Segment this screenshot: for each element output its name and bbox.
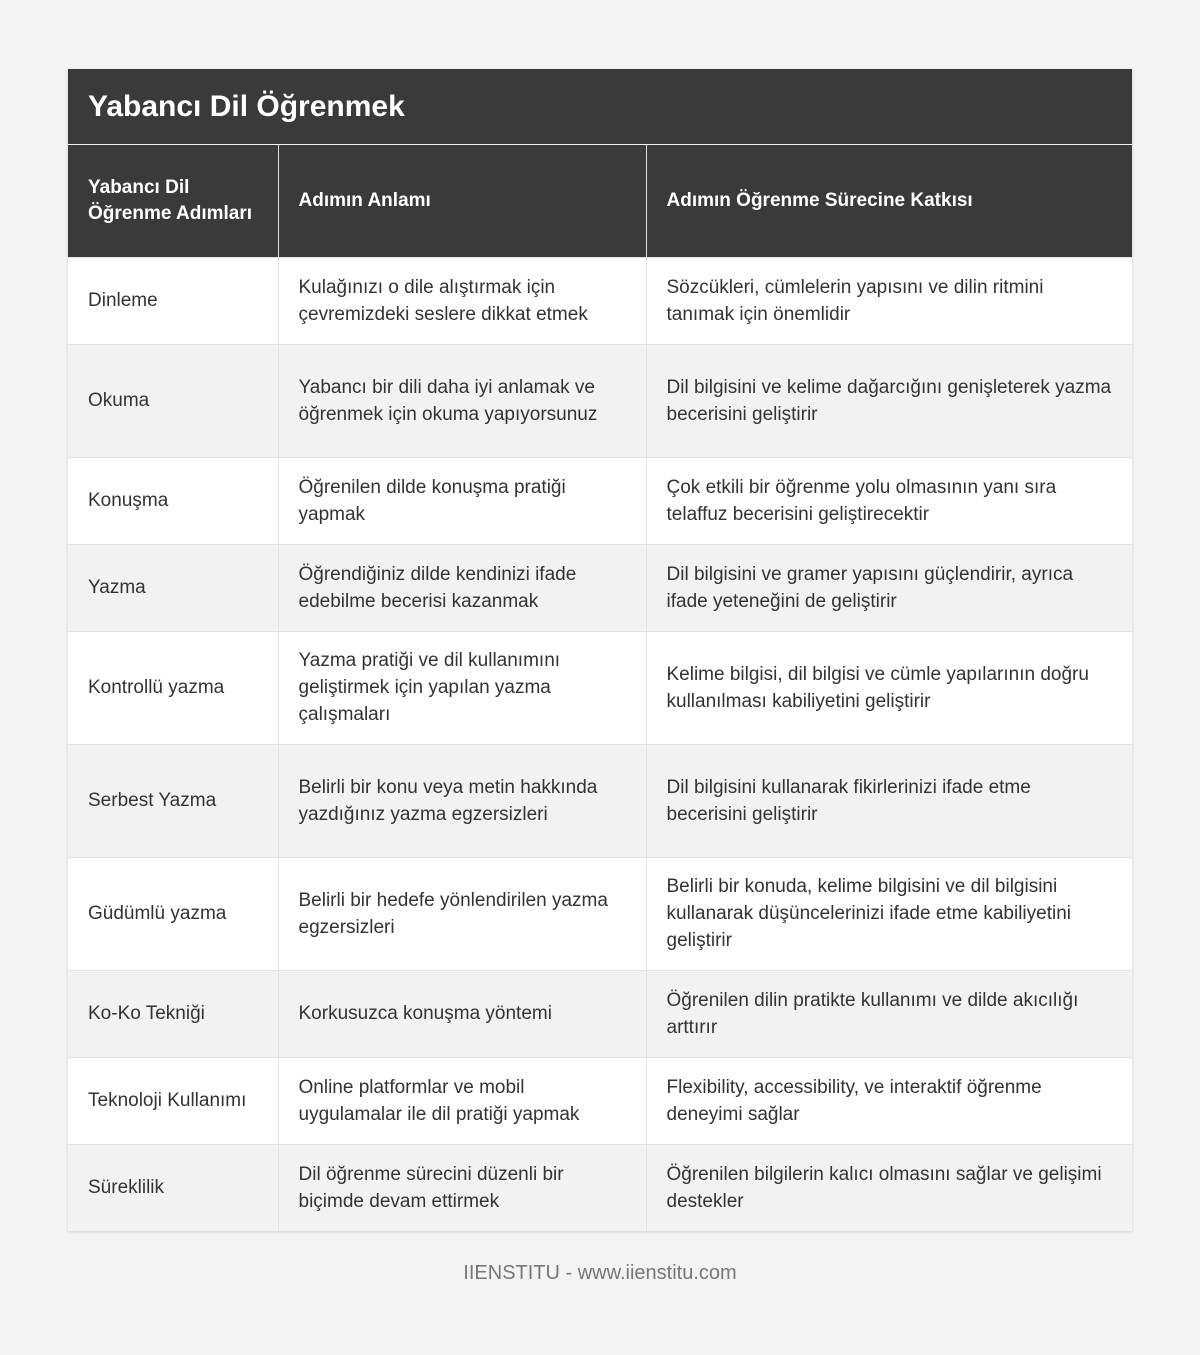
cell-meaning: Öğrendiğiniz dilde kendinizi ifade edebilme becerisi kazanmak bbox=[278, 544, 646, 631]
cell-step: Teknoloji Kullanımı bbox=[68, 1057, 278, 1144]
cell-meaning: Yabancı bir dili daha iyi anlamak ve öğrenmek için okuma yapıyorsunuz bbox=[278, 344, 646, 457]
cell-meaning: Dil öğrenme sürecini düzenli bir biçimde devam ettirmek bbox=[278, 1144, 646, 1231]
cell-meaning: Online platformlar ve mobil uygulamalar ile dil pratiği yapmak bbox=[278, 1057, 646, 1144]
cell-meaning: Öğrenilen dilde konuşma pratiği yapmak bbox=[278, 457, 646, 544]
cell-contribution: Belirli bir konuda, kelime bilgisini ve dil bilgisini kullanarak düşüncelerinizi ifade etme kabiliyetini geliştirir bbox=[646, 857, 1132, 970]
table-row bbox=[68, 344, 1132, 457]
table-card bbox=[68, 69, 1132, 1231]
cell-step: Dinleme bbox=[68, 257, 278, 344]
cell-contribution: Kelime bilgisi, dil bilgisi ve cümle yapılarının doğru kullanılması kabiliyetini geliştirir bbox=[646, 631, 1132, 744]
cell-contribution: Dil bilgisini ve gramer yapısını güçlendirir, ayrıca ifade yeteneğini de geliştirir bbox=[646, 544, 1132, 631]
cell-step: Okuma bbox=[68, 344, 278, 457]
table-title: Yabancı Dil Öğrenmek bbox=[68, 69, 1132, 145]
column-header-steps: Yabancı Dil Öğrenme Adımları bbox=[68, 145, 278, 257]
cell-meaning: Yazma pratiği ve dil kullanımını geliştirmek için yapılan yazma çalışmaları bbox=[278, 631, 646, 744]
cell-step: Ko-Ko Tekniği bbox=[68, 970, 278, 1057]
cell-contribution: Dil bilgisini ve kelime dağarcığını genişleterek yazma becerisini geliştirir bbox=[646, 344, 1132, 457]
cell-contribution: Dil bilgisini kullanarak fikirlerinizi ifade etme becerisini geliştirir bbox=[646, 744, 1132, 857]
header-row bbox=[68, 145, 1132, 257]
table-row bbox=[68, 257, 1132, 344]
data-table bbox=[68, 145, 1132, 1231]
table-row bbox=[68, 744, 1132, 857]
footer-credit: IIENSTITU - www.iienstitu.com bbox=[463, 1262, 737, 1284]
cell-step: Serbest Yazma bbox=[68, 744, 278, 857]
cell-contribution: Öğrenilen dilin pratikte kullanımı ve dilde akıcılığı arttırır bbox=[646, 970, 1132, 1057]
cell-contribution: Flexibility, accessibility, ve interaktif öğrenme deneyimi sağlar bbox=[646, 1057, 1132, 1144]
cell-meaning: Kulağınızı o dile alıştırmak için çevremizdeki seslere dikkat etmek bbox=[278, 257, 646, 344]
cell-step: Konuşma bbox=[68, 457, 278, 544]
table-row bbox=[68, 631, 1132, 744]
column-header-contribution: Adımın Öğrenme Sürecine Katkısı bbox=[646, 145, 1132, 257]
cell-contribution: Sözcükleri, cümlelerin yapısını ve dilin ritmini tanımak için önemlidir bbox=[646, 257, 1132, 344]
cell-meaning: Belirli bir hedefe yönlendirilen yazma egzersizleri bbox=[278, 857, 646, 970]
table-row bbox=[68, 970, 1132, 1057]
cell-step: Yazma bbox=[68, 544, 278, 631]
cell-meaning: Belirli bir konu veya metin hakkında yazdığınız yazma egzersizleri bbox=[278, 744, 646, 857]
table-row bbox=[68, 544, 1132, 631]
table-row bbox=[68, 1057, 1132, 1144]
cell-step: Güdümlü yazma bbox=[68, 857, 278, 970]
cell-meaning: Korkusuzca konuşma yöntemi bbox=[278, 970, 646, 1057]
cell-step: Süreklilik bbox=[68, 1144, 278, 1231]
column-header-meaning: Adımın Anlamı bbox=[278, 145, 646, 257]
table-row bbox=[68, 1144, 1132, 1231]
cell-contribution: Çok etkili bir öğrenme yolu olmasının yanı sıra telaffuz becerisini geliştirecektir bbox=[646, 457, 1132, 544]
cell-step: Kontrollü yazma bbox=[68, 631, 278, 744]
table-row bbox=[68, 457, 1132, 544]
table-row bbox=[68, 857, 1132, 970]
cell-contribution: Öğrenilen bilgilerin kalıcı olmasını sağlar ve gelişimi destekler bbox=[646, 1144, 1132, 1231]
